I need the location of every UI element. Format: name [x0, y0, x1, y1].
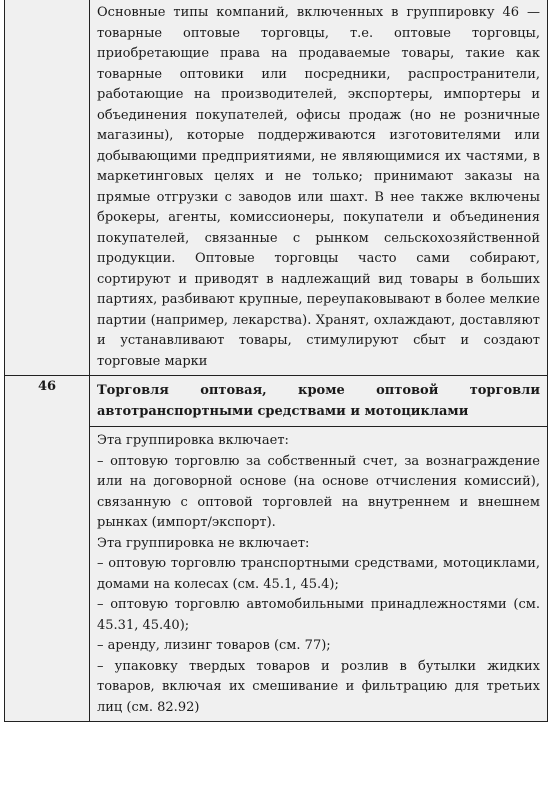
table-row	[5, 0, 548, 376]
code-cell-empty	[5, 0, 90, 376]
description-cell	[90, 0, 548, 376]
excludes-item: – упаковку твердых товаров и розлив в бутылки жидких товаров, включая их смешивание и фильтрацию для третьих лиц (см. 82.92)	[97, 658, 540, 715]
section-title: Торговля оптовая, кроме оптовой торговли автотранспортными средствами и мотоциклами	[90, 376, 548, 427]
table-row	[5, 376, 548, 427]
code-cell: 46	[5, 376, 90, 722]
section-body-cell	[90, 427, 548, 722]
excludes-item: – оптовую торговлю транспортными средствами, мотоциклами, домами на колесах (см. 45.1, 45.4);	[97, 556, 540, 592]
classification-table	[4, 0, 548, 722]
includes-heading: Эта группировка включает:	[97, 433, 289, 448]
description-paragraph: Основные типы компаний, включенных в группировку 46 — товарные оптовые торговцы, т.е. оптовые торговцы, приобретающие права на продаваемые товары, такие как товарные оптовики или посредники, распространители, работающие на производителей, экспортеры, импортеры и объединения покупателей, офисы продаж (но не розничные магазины), которые поддерживаются изготовителями или добывающими предприятиями, не являющимися их частями, в маркетинговых целях и не только; принимают заказы на прямые отгрузки с заводов или шахт. В нее также включены брокеры, агенты, комиссионеры, покупатели и объединения покупателей, связанные с рынком сельскохозяйственной продукции. Оптовые торговцы часто сами собирают, сортируют и приводят в надлежащий вид товары в больших партиях, разбивают крупные, переупаковывают в более мелкие партии (например, лекарства). Хранят, охлаждают, доставляют и устанавливают товары, стимулируют сбыт и создают торговые марки	[97, 5, 540, 369]
includes-item: – оптовую торговлю за собственный счет, за вознаграждение или на договорной основе (на основе отчисления комиссий), связанную с оптовой торговлей на внутреннем и внешнем рынках (импорт/экспорт).	[97, 453, 540, 530]
excludes-item: – аренду, лизинг товаров (см. 77);	[97, 638, 331, 653]
excludes-heading: Эта группировка не включает:	[97, 535, 310, 551]
excludes-item: – оптовую торговлю автомобильными принадлежностями (см. 45.31, 45.40);	[97, 597, 540, 633]
